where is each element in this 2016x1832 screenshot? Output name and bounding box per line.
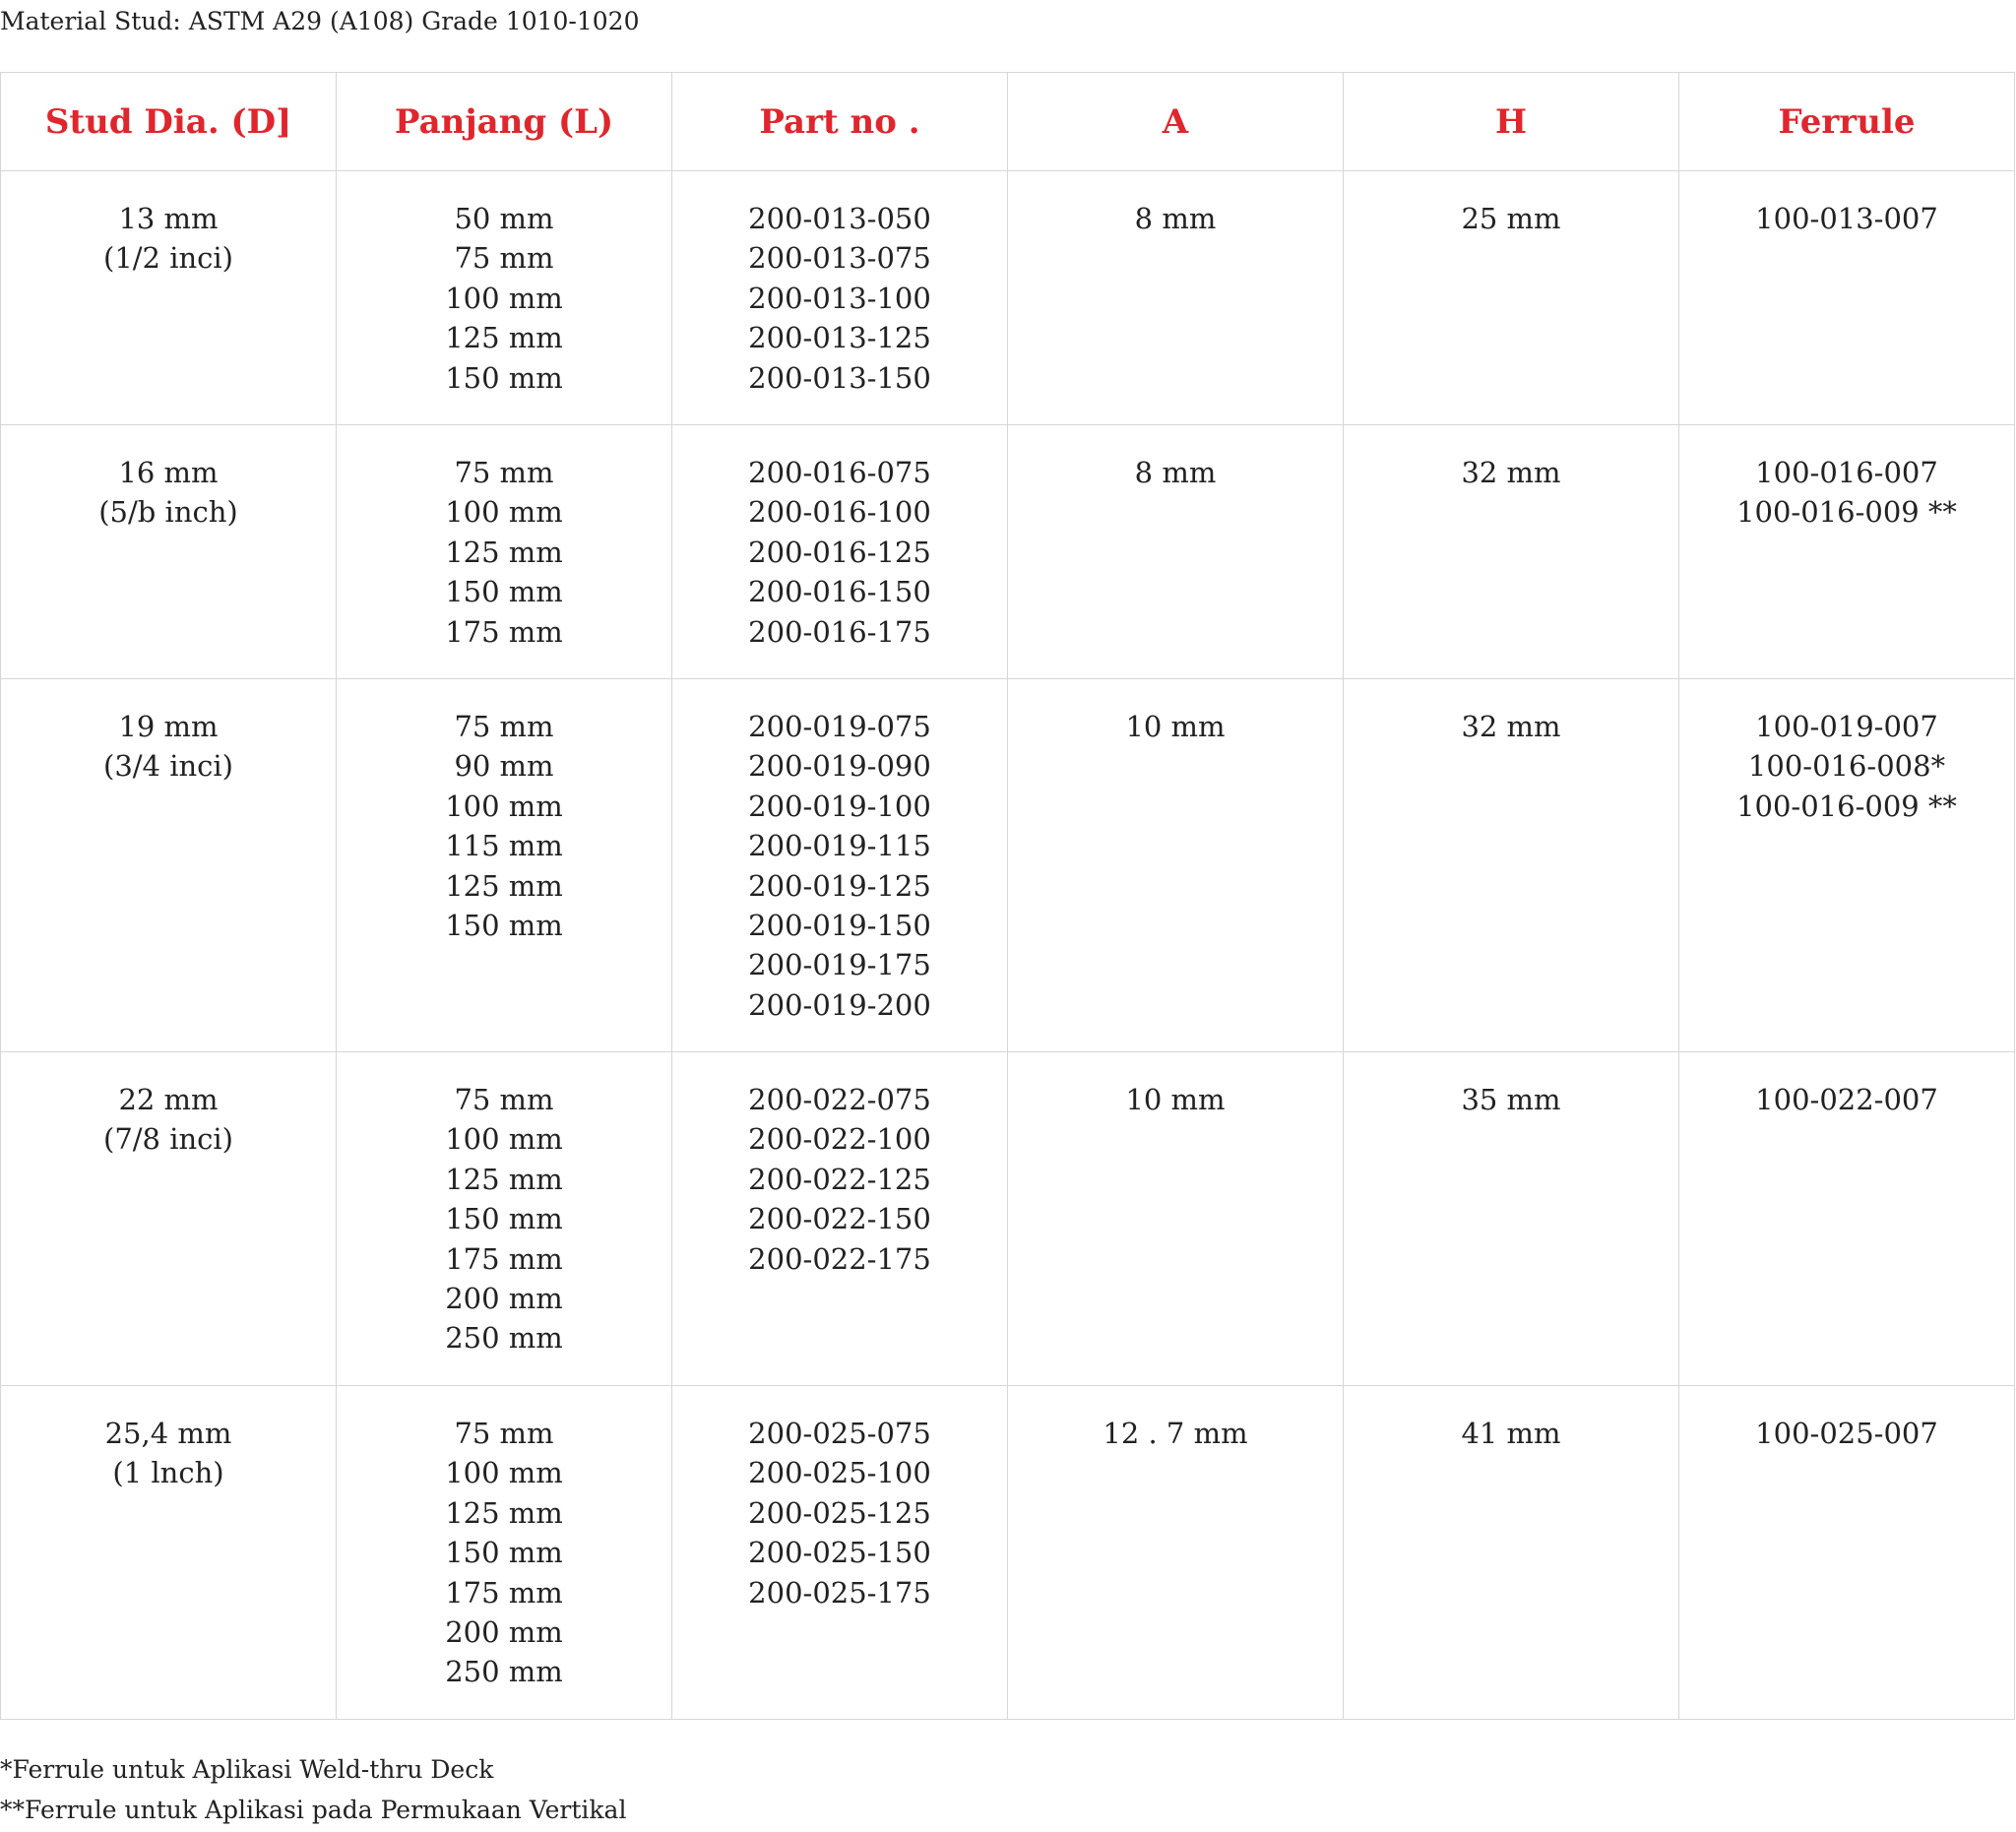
cell-h [1344, 1052, 1679, 1386]
cell-a-value: 10 mm [1125, 710, 1226, 743]
cell-panjang-line: 100 mm [445, 281, 563, 315]
cell-a [1008, 1386, 1344, 1720]
cell-panjang-line: 150 mm [445, 1202, 563, 1236]
cell-h [1344, 679, 1679, 1052]
cell-panjang-line: 250 mm [445, 1321, 563, 1356]
table-row [1, 171, 2015, 425]
cell-part-no-line: 200-016-150 [748, 575, 931, 609]
header-panjang: Panjang (L) [337, 73, 672, 171]
cell-stud-dia-line: 16 mm [118, 456, 219, 489]
cell-a [1008, 679, 1344, 1052]
cell-stud-dia-line: (5/b inch) [98, 495, 238, 530]
cell-panjang-line: 100 mm [445, 1456, 563, 1490]
table-row [1, 679, 2015, 1052]
cell-ferrule-line: 100-022-007 [1755, 1083, 1938, 1116]
header-part-no: Part no . [672, 73, 1008, 171]
header-a: A [1008, 73, 1344, 171]
cell-ferrule-line: 100-016-009 ** [1736, 789, 1957, 823]
cell-panjang-line: 90 mm [454, 749, 554, 784]
footnote-weld-thru: *Ferrule untuk Aplikasi Weld-thru Deck [0, 1755, 494, 1784]
cell-h-value: 25 mm [1461, 202, 1561, 235]
footnote-vertical: **Ferrule untuk Aplikasi pada Permukaan Vertikal [0, 1796, 627, 1824]
cell-part-no-line: 200-019-090 [748, 749, 931, 784]
cell-part-no [672, 171, 1008, 425]
cell-panjang-line: 150 mm [445, 575, 563, 609]
cell-panjang-line: 125 mm [445, 321, 563, 355]
cell-h [1344, 171, 1679, 425]
cell-h-value: 32 mm [1461, 456, 1561, 489]
cell-part-no-line: 200-025-075 [748, 1417, 931, 1450]
cell-ferrule [1679, 679, 2015, 1052]
cell-panjang-line: 100 mm [445, 789, 563, 823]
material-spec-text: Material Stud: ASTM A29 (A108) Grade 1010-1020 [0, 7, 640, 35]
cell-panjang-line: 125 mm [445, 535, 563, 569]
table-body [1, 171, 2015, 1720]
cell-part-no-line: 200-019-125 [748, 868, 931, 903]
cell-part-no-line: 200-019-175 [748, 948, 931, 982]
cell-part-no-line: 200-013-150 [748, 360, 931, 395]
cell-part-no-line: 200-019-100 [748, 789, 931, 823]
cell-panjang [337, 425, 672, 679]
header-h: H [1344, 73, 1679, 171]
cell-part-no-line: 200-019-150 [748, 909, 931, 943]
cell-part-no-line: 200-019-075 [748, 710, 931, 743]
cell-panjang-line: 75 mm [454, 1417, 554, 1450]
cell-a-value: 8 mm [1134, 456, 1217, 489]
cell-part-no-line: 200-022-150 [748, 1202, 931, 1236]
cell-ferrule-line: 100-025-007 [1755, 1417, 1938, 1450]
cell-panjang-line: 115 mm [445, 829, 563, 863]
cell-h [1344, 425, 1679, 679]
cell-h-value: 32 mm [1461, 710, 1561, 743]
cell-part-no [672, 1386, 1008, 1720]
table-header-row [1, 73, 2015, 171]
cell-ferrule-line: 100-019-007 [1755, 710, 1938, 743]
cell-stud-dia [1, 171, 337, 425]
cell-ferrule [1679, 1386, 2015, 1720]
cell-a [1008, 1052, 1344, 1386]
cell-panjang [337, 1386, 672, 1720]
cell-panjang [337, 679, 672, 1052]
cell-panjang-line: 100 mm [445, 495, 563, 530]
cell-stud-dia-line: (1 lnch) [112, 1456, 224, 1490]
cell-ferrule-line: 100-016-008* [1747, 749, 1946, 784]
cell-part-no-line: 200-025-175 [748, 1575, 931, 1610]
cell-part-no-line: 200-016-125 [748, 535, 931, 569]
cell-a [1008, 425, 1344, 679]
cell-stud-dia [1, 679, 337, 1052]
cell-panjang-line: 75 mm [454, 1083, 554, 1116]
cell-panjang-line: 150 mm [445, 360, 563, 395]
cell-part-no [672, 425, 1008, 679]
cell-a-value: 12 . 7 mm [1102, 1417, 1248, 1450]
cell-panjang-line: 125 mm [445, 1162, 563, 1196]
cell-panjang-line: 175 mm [445, 614, 563, 649]
cell-panjang-line: 200 mm [445, 1615, 563, 1650]
cell-panjang [337, 171, 672, 425]
cell-ferrule-line: 100-013-007 [1755, 202, 1938, 235]
cell-ferrule [1679, 1052, 2015, 1386]
cell-stud-dia-line: (3/4 inci) [103, 749, 233, 784]
cell-part-no-line: 200-013-125 [748, 321, 931, 355]
cell-part-no-line: 200-025-125 [748, 1495, 931, 1530]
cell-panjang-line: 250 mm [445, 1655, 563, 1689]
cell-stud-dia [1, 1386, 337, 1720]
cell-part-no-line: 200-016-075 [748, 456, 931, 489]
cell-panjang-line: 125 mm [445, 868, 563, 903]
cell-panjang-line: 150 mm [445, 909, 563, 943]
cell-stud-dia-line: 25,4 mm [104, 1417, 232, 1450]
cell-part-no-line: 200-013-100 [748, 281, 931, 315]
cell-ferrule-line: 100-016-007 [1755, 456, 1938, 489]
header-ferrule: Ferrule [1679, 73, 2015, 171]
cell-stud-dia-line: 22 mm [118, 1083, 219, 1116]
cell-h-value: 41 mm [1461, 1417, 1561, 1450]
cell-part-no-line: 200-022-125 [748, 1162, 931, 1196]
cell-stud-dia-line: 13 mm [118, 202, 219, 235]
cell-part-no-line: 200-019-200 [748, 987, 931, 1022]
cell-part-no-line: 200-016-175 [748, 614, 931, 649]
cell-ferrule-line: 100-016-009 ** [1736, 495, 1957, 530]
cell-a-value: 8 mm [1134, 202, 1217, 235]
cell-panjang-line: 200 mm [445, 1282, 563, 1316]
cell-stud-dia [1, 1052, 337, 1386]
cell-panjang-line: 75 mm [454, 710, 554, 743]
table-row [1, 425, 2015, 679]
cell-part-no-line: 200-016-100 [748, 495, 931, 530]
cell-part-no-line: 200-025-150 [748, 1536, 931, 1570]
cell-part-no [672, 1052, 1008, 1386]
cell-panjang-line: 50 mm [454, 202, 554, 235]
cell-a [1008, 171, 1344, 425]
cell-stud-dia-line: (7/8 inci) [103, 1122, 233, 1157]
cell-a-value: 10 mm [1125, 1083, 1226, 1116]
cell-part-no-line: 200-013-050 [748, 202, 931, 235]
cell-ferrule [1679, 171, 2015, 425]
cell-panjang-line: 150 mm [445, 1536, 563, 1570]
cell-panjang-line: 175 mm [445, 1241, 563, 1276]
cell-part-no [672, 679, 1008, 1052]
cell-part-no-line: 200-025-100 [748, 1456, 931, 1490]
cell-panjang-line: 175 mm [445, 1575, 563, 1610]
cell-part-no-line: 200-022-175 [748, 1241, 931, 1276]
cell-stud-dia-line: 19 mm [118, 710, 219, 743]
table-row [1, 1386, 2015, 1720]
header-stud-dia: Stud Dia. (D] [1, 73, 337, 171]
cell-ferrule [1679, 425, 2015, 679]
cell-part-no-line: 200-019-115 [748, 829, 931, 863]
cell-part-no-line: 200-022-100 [748, 1122, 931, 1157]
cell-part-no-line: 200-022-075 [748, 1083, 931, 1116]
table-row [1, 1052, 2015, 1386]
cell-part-no-line: 200-013-075 [748, 241, 931, 276]
cell-panjang-line: 100 mm [445, 1122, 563, 1157]
cell-h-value: 35 mm [1461, 1083, 1561, 1116]
cell-panjang [337, 1052, 672, 1386]
cell-panjang-line: 75 mm [454, 456, 554, 489]
stud-spec-table [0, 72, 2015, 1720]
cell-stud-dia [1, 425, 337, 679]
cell-stud-dia-line: (1/2 inci) [103, 241, 233, 276]
cell-panjang-line: 125 mm [445, 1495, 563, 1530]
cell-h [1344, 1386, 1679, 1720]
cell-panjang-line: 75 mm [454, 241, 554, 276]
